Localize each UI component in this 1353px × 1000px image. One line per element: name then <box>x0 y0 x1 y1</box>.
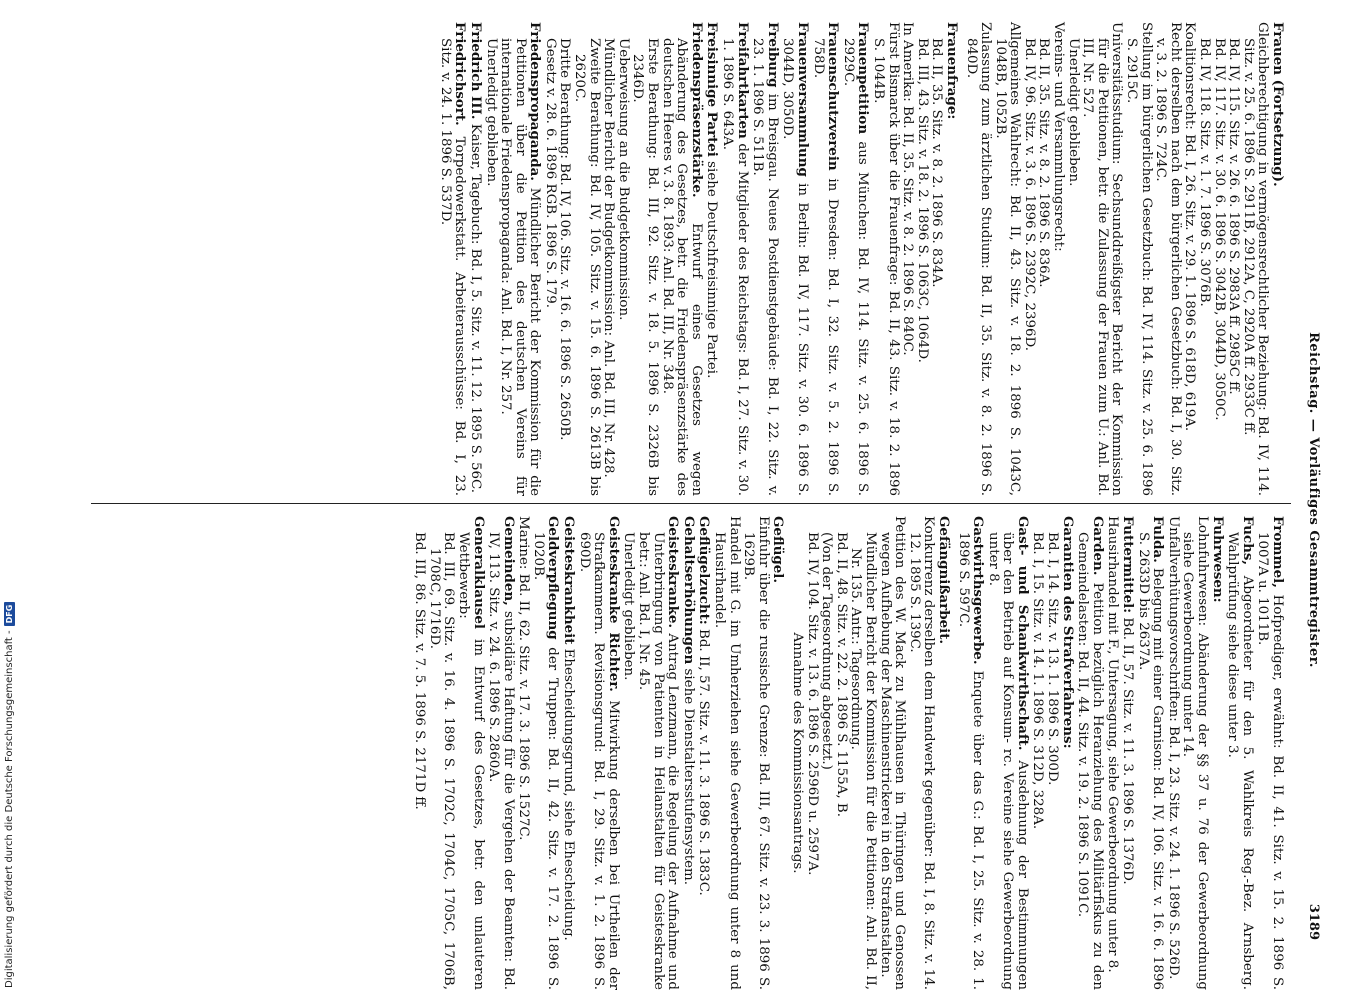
entry-text: siehe Dienstaltersstufensystem. <box>680 664 696 886</box>
index-subentry: Mündlicher Bericht der Kommission für die Petitionen: Anl. Bd. II, Nr. 135. Antr.: Tagesordnung. <box>848 532 878 990</box>
right-column <box>412 516 1285 990</box>
index-subentry: Bd. II, 35. Sitz. v. 8. 2. 1896 S. 834A. <box>929 38 945 288</box>
index-entry <box>1255 516 1285 990</box>
index-subentry: Bd. I, 15. Sitz. v. 14. 1. 1896 S. 312D, 328A. <box>1030 532 1046 830</box>
index-entry <box>943 22 959 496</box>
index-subentry: Bd. IV, 115. Sitz. v. 26. 6. 1896 S. 2983A ff. 2985C ff. <box>1226 38 1242 395</box>
index-entry <box>1075 516 1105 990</box>
entry-headword: Friedenspräsenzstärke. <box>688 22 705 198</box>
entry-headword: Freifahrtkarten <box>734 22 751 139</box>
index-entry <box>770 516 786 990</box>
index-subentry: Bd. IV, 96. Sitz. v. 3. 6. 1896 S. 2392C, 2396D. <box>1021 38 1037 352</box>
entry-headword: Gefängnißarbeit. <box>935 516 952 645</box>
entry-headword: Friedrichsort. <box>452 22 469 126</box>
header-title: Reichstag. — Vorläufiges Gesammtregister. <box>1306 332 1321 668</box>
entry-headword: Freiburg <box>764 22 781 88</box>
index-entry <box>680 516 696 990</box>
index-entry: Zulassung zum ärztlichen Studium: Bd. II, 35. Sitz. v. 8. 2. 1896 S. 840D. <box>963 22 994 496</box>
index-entry <box>561 516 577 990</box>
index-entry <box>1135 516 1165 990</box>
index-entry <box>530 516 560 990</box>
index-subentry: Bd. III, 43. Sitz. v. 18. 2. 1896 S. 1063C, 1064D. <box>914 38 930 363</box>
digitization-note <box>4 602 15 988</box>
index-entry: Gleichberechtigung in vermögensrechtlicher Beziehung: Bd. IV, 114. Sitz. v. 25. 6. 1896 S. 2911B, 2912A, C, 2920A ff. 2933C ff. <box>1240 22 1271 496</box>
entry-headword: Garden. <box>1089 516 1106 576</box>
index-entry <box>455 516 485 990</box>
index-entry: Recht derselben nach dem bürgerlichen Gesetzbuch: Bd. I, 30. Sitz. v. 3. 2. 1896 S. 724C. <box>1153 22 1183 496</box>
index-subentry: Unerledigt geblieben. <box>483 38 499 187</box>
index-entry <box>1209 516 1225 990</box>
index-subentry: Bd. III, 86. Sitz. v. 7. 5. 1896 S. 2171D ff. <box>412 532 428 810</box>
entry-text: Bd. II, 57. Sitz. v. 11. 3. 1896 S. 1376D. <box>1120 613 1136 885</box>
entry-headword: Geldverpflegung <box>545 516 562 640</box>
entry-headword: Friedenspropaganda. <box>527 22 544 181</box>
entry-headword: Geflügelzucht: <box>696 516 713 625</box>
entry-text: siehe Deutschfreisinnige Partei. <box>704 156 720 379</box>
index-subentry: Bd. IV, 117. Sitz. v. 30. 6. 1896 S. 3042B, 3044D, 3050C. <box>1211 38 1227 421</box>
index-subentry: Erste Berathung: Bd. III, 92. Sitz. v. 18. 5. 1896 S. 2326B bis 2346D. <box>630 38 661 496</box>
entry-headword: Frauenpetition <box>855 22 872 135</box>
entry-text: Belegung mit einer Garnison: Bd. IV, 106. Sitz. v. 16. 6. 1896 S. 2633D bis 2637A. <box>1135 532 1166 990</box>
index-entry <box>719 22 749 496</box>
index-subentry: Bd. IV, 118. Sitz. v. 1. 7. 1896 S. 3076B. <box>1197 38 1213 307</box>
index-entry: Handel mit G. im Umherziehen siehe Gewerbeordnung unter 8 und Hausirhandel. <box>712 516 742 990</box>
index-entry <box>1119 516 1135 990</box>
entry-text: Petition bezüglich Heranziehung des Militärfiskus zu den Gemeindelasten: Bd. II, 44. Sitz. v. 19. 2. 1896 S. 1091C. <box>1075 532 1105 990</box>
index-entry: Konkurrenz derselben dem Handwerk gegenüber: Bd. I, 8. Sitz. v. 14. 12. 1895 S. 139C. <box>906 516 937 990</box>
index-entry <box>985 516 1030 990</box>
entry-headword: Freisinnige Partei <box>704 22 721 157</box>
entry-headword: Garantien des Strafverfahrens: <box>1059 516 1076 749</box>
index-entry <box>696 516 712 990</box>
index-entry <box>704 22 720 496</box>
entry-headword: Geisteskranke Richter. <box>605 516 622 692</box>
entry-text: Bd. II, 57. Sitz. v. 11. 3. 1896 S. 1383C. <box>696 624 712 896</box>
entry-headword: Frauenfrage: <box>943 22 960 120</box>
column-divider <box>91 503 1291 504</box>
entry-text: Torpedowerkstatt. Arbeiterausschüsse: Bd. I, 23. Sitz. v. 24. 1. 1896 S. 537D. <box>437 38 468 496</box>
index-entry <box>437 22 467 496</box>
entry-text: Hofprediger, erwähnt: Bd. II, 41. Sitz. v. 15. 2. 1896 S. 1007A u. 1011B. <box>1255 532 1285 990</box>
index-subentry: Bd. II, 48. Sitz. v. 22. 2. 1896 S. 1155A, B. <box>833 532 849 817</box>
entry-headword: Frauenschutzverein <box>825 22 842 171</box>
index-subentry: Bd. IV, 104. Sitz. v. 13. 6. 1896 S. 2596D u. 2597A. <box>804 532 820 876</box>
index-entry <box>498 22 543 496</box>
entry-headword: Friedrich III. <box>467 22 484 120</box>
entry-text: in Berlin: Bd. IV, 117. Sitz. v. 30. 6. 1896 S. 3044D, 3050D. <box>780 38 810 496</box>
index-subentry: Bd. III, 69. Sitz. v. 16. 4. 1896 S. 1702C, 1704C, 1705C, 1706B, 1708C, 1716D. <box>426 532 457 990</box>
entry-headword: Futtermittel: <box>1120 516 1137 614</box>
index-entry <box>1059 516 1075 990</box>
index-subentry: Dritte Berathung: Bd. IV, 106. Sitz. v. 16. 6. 1896 S. 2650B. <box>557 38 573 441</box>
index-subentry: Ueberweisung an die Budgetkommission. <box>615 38 631 321</box>
index-entry: Allgemeines Wahlrecht: Bd. II, 43. Sitz. v. 18. 2. 1896 S. 1043C, 1048B, 1052B. <box>992 22 1023 496</box>
digitization-note-text: Digitalisierung gefördert durch die Deutsche Forschungsgemeinschaft - <box>4 630 15 988</box>
entry-headword: Geisteskranke. <box>665 516 682 629</box>
index-entry: Petition des W. Mack zu Mühlhausen in Thüringen und Genossen wegen Aufhebung der Maschinenstrickerei in den Strafanstalten. <box>877 516 908 990</box>
dfg-logo: DFG <box>4 602 15 627</box>
index-entry: Fürst Bismarck über die Frauenfrage: Bd. II, 43. Sitz. v. 18. 2. 1896 S. 1044B. <box>870 22 901 496</box>
entry-text: Ehescheidungsgrund, siehe Ehescheidung. <box>561 644 577 941</box>
entry-text: im Breisgau. Neues Postdienstgebäude: Bd. I, 22. Sitz. v. 23. 1. 1896 S. 511B. <box>750 38 780 496</box>
entry-headword: Frauenversammlung <box>795 22 811 177</box>
index-entry: Unfallverhütungsvorschriften: Bd. I, 23. Sitz. v. 24. 1. 1896 S. 526D. <box>1165 516 1181 980</box>
index-entry <box>576 516 621 990</box>
page-number: 3189 <box>1306 903 1321 940</box>
index-subentry: Bd. II, 35. Sitz. v. 8. 2. 1896 S. 836A. <box>1036 38 1052 288</box>
entry-headword: Gastwirthsgewerbe. <box>970 516 987 665</box>
entry-headword: Gemeinden, <box>500 516 517 606</box>
index-subentry: Bd. I, 14. Sitz. v. 13. 1. 1896 S. 300D. <box>1045 532 1061 786</box>
index-entry <box>1225 516 1255 990</box>
index-entry <box>840 22 870 496</box>
entry-text: Mitwirkung derselben bei Urtheilen der Strafkammern. Revisionsgrund: Bd. I, 29. Sitz. v. 1. 2. 1896 S. 690D. <box>576 532 621 990</box>
entry-headword: Fulda. <box>1150 516 1167 563</box>
index-subentry: Zweite Berathung: Bd. IV, 105. Sitz. v. 15. 6. 1896 S. 2613B bis 2620C. <box>572 38 602 496</box>
entry-headword: Generalklausel <box>470 516 487 629</box>
index-entry <box>467 22 483 496</box>
index-entry: Vereins- und Versammlungsrecht: <box>1051 22 1067 252</box>
entry-headword: Fuchs, <box>1239 516 1256 566</box>
entry-text: subsidiäre Haftung für die Vergehen der Beamten: Bd. IV, 113. Sitz. v. 24. 6. 1896 S. 2860A. <box>486 532 516 990</box>
index-entry <box>780 22 810 496</box>
index-entry <box>750 22 780 496</box>
index-entry: Marine: Bd. II, 62. Sitz. v. 17. 3. 1896 S. 1527C. <box>516 516 532 841</box>
entry-text: Mündlicher Bericht der Kommission für die Petitionen über die Petition des deutschen Vereins für internationale Friedenspropaganda: Anl. Bd. I, Nr. 257. <box>498 38 543 496</box>
index-entry: Koalitionsrecht: Bd. I, 26. Sitz. v. 29. 1. 1896 S. 618D, 619A. <box>1182 22 1198 432</box>
index-entry <box>935 516 951 990</box>
index-entry: Einfuhr über die russische Grenze: Bd. III, 67. Sitz. v. 23. 3. 1896 S. 1629B. <box>741 516 771 990</box>
entry-text: aus München: Bd. IV, 114. Sitz. v. 25. 6. 1896 S. 2929C. <box>840 38 871 496</box>
entry-headword: Fuhrwesen: <box>1209 516 1226 603</box>
index-note: Annahme des Kommissionsantrags. <box>790 632 805 874</box>
index-entry: Lohnfuhrwesen: Abänderung der §§ 37 u. 76 der Gewerbeordnung siehe Gewerbeordnung unter 14. <box>1180 516 1211 990</box>
left-column <box>437 22 1285 496</box>
entry-text: Abgeordneter für den 5. Wahlkreis Reg.-Bez. Arnsberg. Wahlprüfung siehe diese unter 3. <box>1225 532 1255 990</box>
entry-text: Kaiser, Tagebuch: Bd. I, 5. Sitz. v. 11. 12. 1895 S. 56C. <box>467 119 483 494</box>
index-subentry: Unerledigt geblieben. <box>621 532 637 681</box>
index-entry <box>486 516 516 990</box>
entry-text: Antrag Lenzmann, die Regelung der Aufnahme und Unterbringung von Patienten in Heilanstalten für Geisteskranke betr.: Anl. Bd. I, Nr. 45. <box>636 532 681 990</box>
index-entry: Hausirhandel mit F., Untersagung, siehe Gewerbeordnung unter 8. <box>1105 516 1121 973</box>
entry-text: Ausdehnung der Bestimmungen über den Betrieb auf Konsum- rc. Vereine siehe Gewerbeordnung unter 8. <box>985 532 1030 990</box>
digitization-sidebar <box>0 0 22 1000</box>
entry-headword: Frommel, <box>1270 516 1286 588</box>
index-subentry: (Von der Tagesordnung abgesetzt.) <box>819 532 835 770</box>
index-entry: Universitätsstudium: Sechsunddreißigster Bericht der Kommission für die Petitionen, betr. die Zulassung der Frauen zum U.: Anl. Bd. III, Nr. 527. <box>1080 22 1125 496</box>
index-entry: Stellung im bürgerlichen Gesetzbuch: Bd. IV, 114. Sitz. v. 25. 6. 1896 S. 2915C. <box>1124 22 1154 496</box>
entry-text: Entwurf eines Gesetzes wegen Abänderung des Gesetzes, betr. die Friedenspräsenzstärke des deutschen Heeres v. 3. 8. 1893: Anl. Bd. III, Nr. 348. <box>659 38 704 496</box>
entry-headword: Geisteskrankheit <box>561 516 578 645</box>
index-entry <box>810 22 840 496</box>
entry-text: im Entwurf des Gesetzes, betr. den unlauteren Wettbewerb: <box>455 532 486 990</box>
index-subentry: Gesetz v. 28. 6. 1896 RGB. 1896 S. 179. <box>542 38 558 309</box>
entry-text: der Mitglieder des Reichstags: Bd. I, 27. Sitz. v. 30. 1. 1896 S. 643A. <box>720 38 750 496</box>
entry-headword: Geflügel. <box>770 516 787 584</box>
entry-text: in Dresden: Bd. I, 32. Sitz. v. 5. 2. 1896 S. 758D. <box>810 38 841 496</box>
index-entry <box>635 516 680 990</box>
index-entry <box>1269 22 1285 496</box>
index-entry: In Amerika: Bd. II, 35. Sitz. v. 8. 2. 1896 S. 840C. <box>900 22 916 356</box>
entry-headword: Gehaltserhöhungen <box>680 516 697 665</box>
index-subentry: Mündlicher Bericht der Budgetkommission: Anl. Bd. III, Nr. 428. <box>601 38 617 478</box>
index-subentry: Unerledigt geblieben. <box>1065 38 1081 187</box>
entry-headword: Frauen (Fortsetzung). <box>1270 22 1286 187</box>
entry-text: Enquete über das G.: Bd. I, 25. Sitz. v. 28. 1. 1896 S. 597C. <box>955 532 986 990</box>
index-entry <box>955 516 985 990</box>
index-entry <box>659 22 704 496</box>
entry-text: der Truppen: Bd. II, 42. Sitz. v. 17. 2. 1896 S. 1020B. <box>530 532 561 990</box>
entry-headword: Gast- und Schankwirthschaft. <box>1014 516 1031 751</box>
page-header <box>1297 60 1321 940</box>
